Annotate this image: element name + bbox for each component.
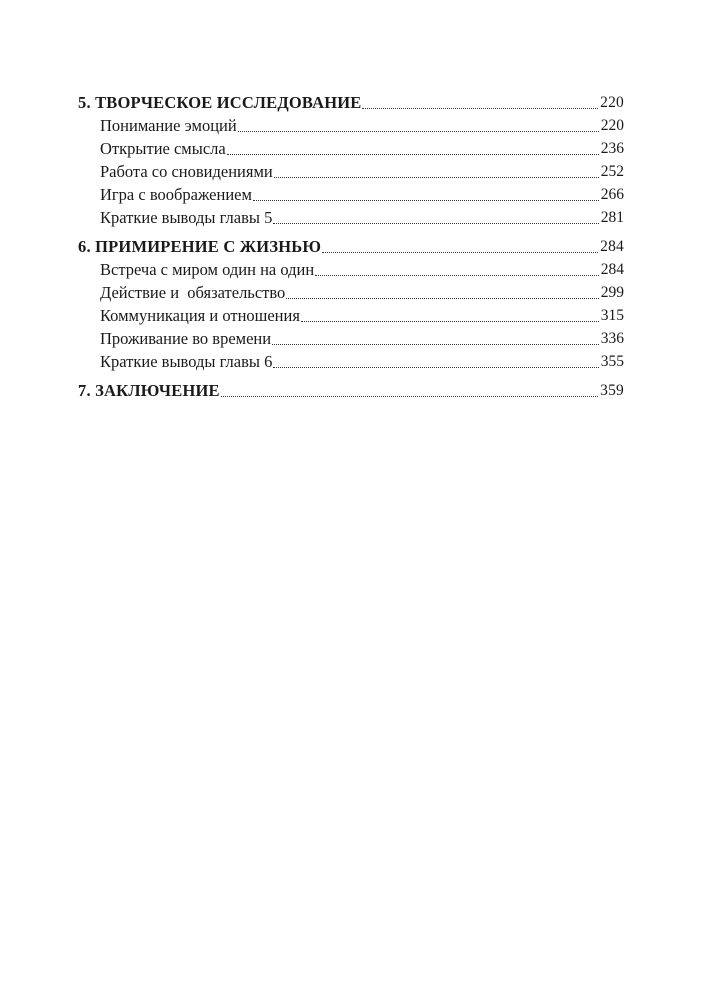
page-number: 220 — [600, 94, 624, 111]
dot-leader — [253, 200, 599, 201]
page-number: 281 — [600, 209, 624, 226]
toc-section — [78, 326, 624, 349]
page-number: 284 — [600, 261, 624, 278]
dot-leader — [362, 108, 598, 109]
toc-section — [78, 113, 624, 136]
page-number: 236 — [600, 140, 624, 157]
dot-leader — [315, 275, 599, 276]
page-number: 252 — [600, 163, 624, 180]
page-number: 359 — [600, 382, 624, 399]
page-number: 355 — [600, 353, 624, 370]
toc-section — [78, 349, 624, 372]
toc-chapter-6 — [78, 234, 624, 257]
toc-section — [78, 280, 624, 303]
page-number: 220 — [600, 117, 624, 134]
section-title: Открытие смысла — [100, 139, 226, 158]
section-title: Игра с воображением — [100, 185, 252, 204]
toc-section — [78, 182, 624, 205]
toc-section — [78, 159, 624, 182]
section-title: Встреча с миром один на один — [100, 260, 315, 279]
dot-leader — [286, 298, 598, 299]
dot-leader — [273, 367, 598, 368]
page-number: 266 — [600, 186, 624, 203]
chapter-title: 7. ЗАКЛЮЧЕНИЕ — [78, 381, 220, 400]
table-of-contents — [78, 90, 624, 401]
chapter-title: 5. ТВОРЧЕСКОЕ ИССЛЕДОВАНИЕ — [78, 93, 362, 112]
section-title: Понимание эмоций — [100, 116, 237, 135]
toc-chapter-5 — [78, 90, 624, 113]
dot-leader — [273, 223, 598, 224]
section-title: Краткие выводы главы 6 — [100, 352, 273, 371]
dot-leader — [227, 154, 599, 155]
page-number: 284 — [600, 238, 624, 255]
toc-section — [78, 303, 624, 326]
section-title: Действие и обязательство — [100, 283, 286, 302]
chapter-title: 6. ПРИМИРЕНИЕ С ЖИЗНЬЮ — [78, 237, 322, 256]
section-title: Краткие выводы главы 5 — [100, 208, 273, 227]
dot-leader — [221, 396, 598, 397]
page-number: 315 — [600, 307, 624, 324]
section-title: Работа со сновидениями — [100, 162, 273, 181]
toc-section — [78, 257, 624, 280]
dot-leader — [238, 131, 599, 132]
toc-chapter-7 — [78, 378, 624, 401]
dot-leader — [322, 252, 598, 253]
toc-section — [78, 205, 624, 228]
dot-leader — [272, 344, 599, 345]
page-number: 336 — [600, 330, 624, 347]
section-title: Коммуникация и отношения — [100, 306, 300, 325]
dot-leader — [301, 321, 599, 322]
page-number: 299 — [600, 284, 624, 301]
section-title: Проживание во времени — [100, 329, 272, 348]
dot-leader — [274, 177, 599, 178]
toc-section — [78, 136, 624, 159]
